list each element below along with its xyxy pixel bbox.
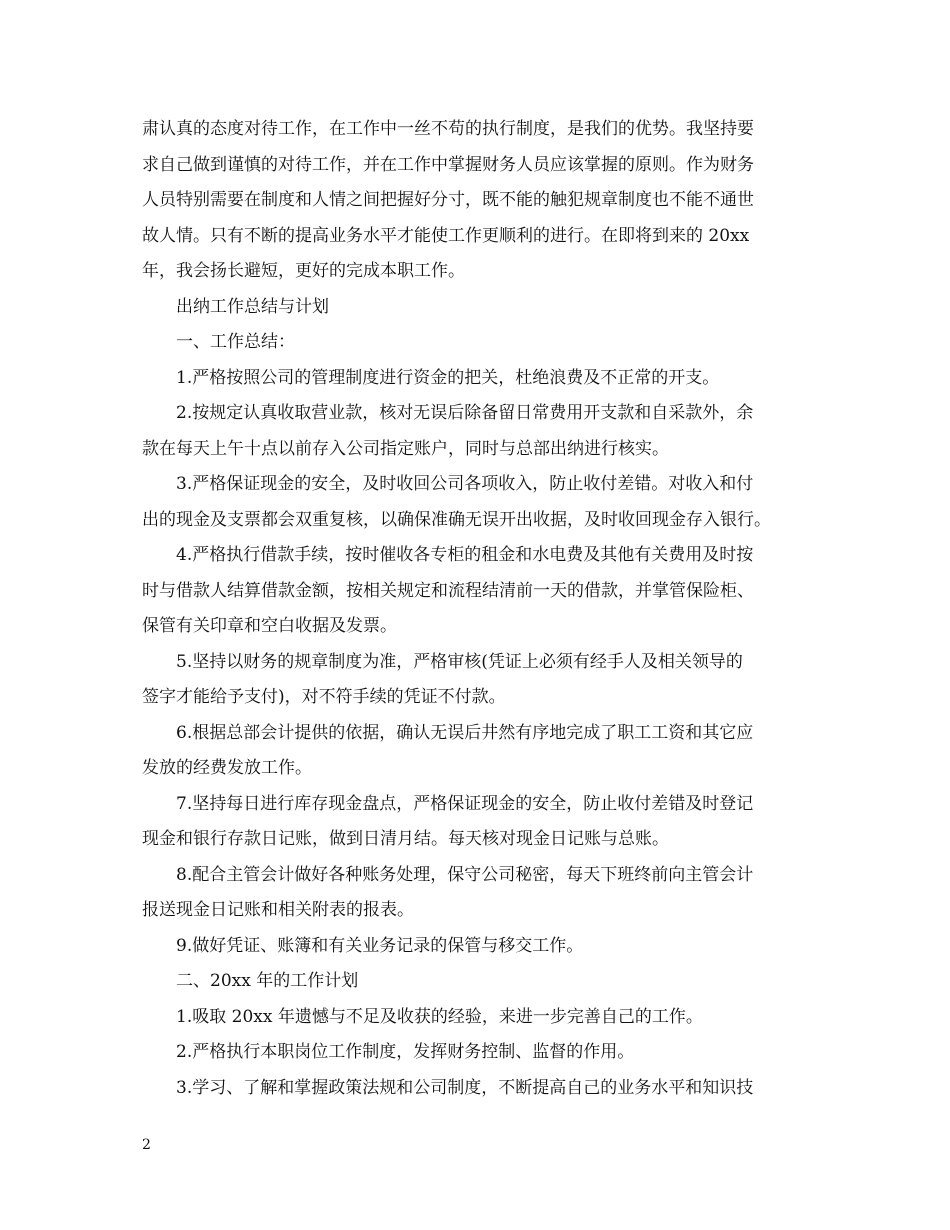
text-line: 出的现金及支票都会双重复核，以确保准确无误开出收据，及时收回现金存入银行。	[142, 509, 771, 530]
text-line: 年，我会扬长避短，更好的完成本职工作。	[142, 261, 465, 281]
text-line: 求自己做到谨慎的对待工作，并在工作中掌握财务人员应该掌握的原则。作为财务	[142, 154, 754, 175]
text-line: 发放的经费发放工作。	[142, 758, 312, 778]
text-line: 7.坚持每日进行库存现金盘点，严格保证现金的安全，防止收付差错及时登记	[176, 793, 754, 814]
document-body	[142, 112, 822, 1106]
text-line: 报送现金日记账和相关附表的报表。	[142, 900, 414, 920]
text-line: 肃认真的态度对待工作，在工作中一丝不苟的执行制度，是我们的优势。我坚持要	[142, 119, 754, 139]
text-line: 2.严格执行本职岗位工作制度，发挥财务控制、监督的作用。	[176, 1042, 635, 1062]
text-line: 一、工作总结：	[176, 332, 295, 352]
text-line: 1.吸取 20xx 年遗憾与不足及收获的经验，来进一步完善自己的工作。	[176, 1006, 703, 1027]
text-line: 8.配合主管会计做好各种账务处理，保守公司秘密，每天下班终前向主管会计	[176, 864, 754, 885]
text-line: 现金和银行存款日记账，做到日清月结。每天核对现金日记账与总账。	[142, 829, 669, 849]
text-line: 人员特别需要在制度和人情之间把握好分寸，既不能的触犯规章制度也不能不通世	[142, 190, 754, 210]
text-line: 3.学习、了解和掌握政策法规和公司制度，不断提高自己的业务水平和知识技	[176, 1077, 754, 1098]
text-line: 保管有关印章和空白收据及发票。	[142, 616, 397, 636]
text-line: 6.根据总部会计提供的依据，确认无误后井然有序地完成了职工工资和其它应	[176, 722, 754, 743]
text-line: 时与借款人结算借款金额，按相关规定和流程结清前一天的借款，并掌管保险柜、	[142, 580, 754, 601]
text-line: 5.坚持以财务的规章制度为准，严格审核(凭证上必须有经手人及相关领导的	[176, 651, 743, 672]
text-line: 签字才能给予支付)，对不符手续的凭证不付款。	[142, 687, 506, 707]
text-line: 4.严格执行借款手续，按时催收各专柜的租金和水电费及其他有关费用及时按	[176, 545, 754, 565]
text-line: 款在每天上午十点以前存入公司指定账户，同时与总部出纳进行核实。	[142, 438, 669, 459]
page-number: 2	[142, 1137, 151, 1153]
text-line: 故人情。只有不断的提高业务水平才能使工作更顺利的进行。在即将到来的 20xx	[142, 225, 750, 246]
text-line: 二、20xx 年的工作计划	[176, 971, 359, 991]
text-line: 出纳工作总结与计划	[176, 296, 329, 317]
text-line: 3.严格保证现金的安全，及时收回公司各项收入，防止收付差错。对收入和付	[176, 474, 754, 494]
text-line: 9.做好凭证、账簿和有关业务记录的保管与移交工作。	[176, 935, 584, 956]
text-line: 2.按规定认真收取营业款，核对无误后除备留日常费用开支款和自采款外，余	[176, 403, 754, 423]
text-line: 1.严格按照公司的管理制度进行资金的把关，杜绝浪费及不正常的开支。	[176, 367, 720, 388]
